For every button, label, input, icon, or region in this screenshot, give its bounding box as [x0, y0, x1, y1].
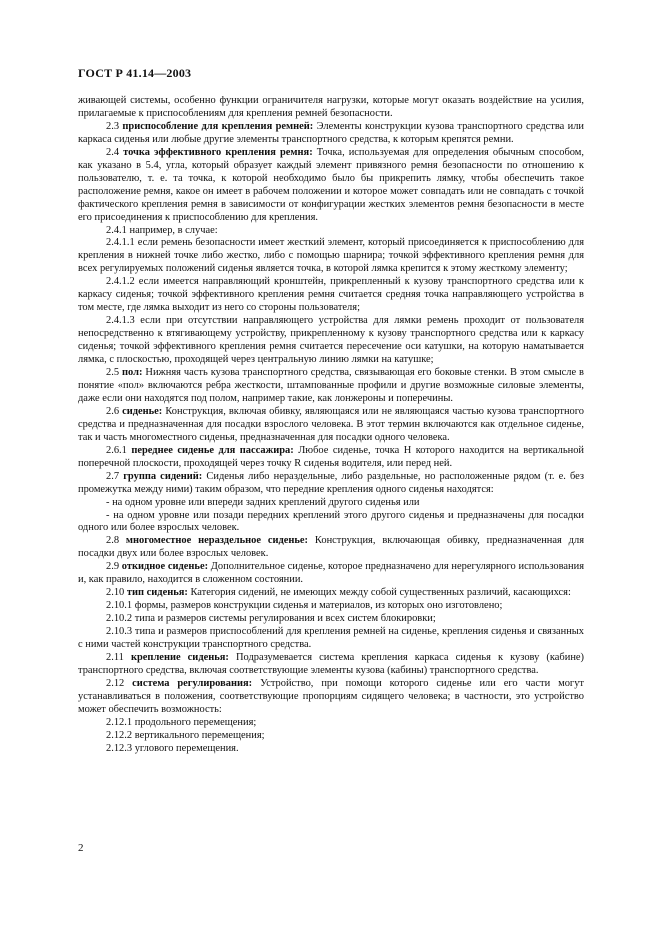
list-item-2-7-a: - на одном уровне или впереди задних креплений другого сиденья или	[106, 496, 420, 508]
clause-2-10-1: 2.10.1 формы, размеров конструкции сиденья и материалов, из которых оно изготовлено;	[106, 600, 503, 612]
term-name: тип сиденья:	[126, 587, 188, 599]
clause-2-10-2: 2.10.2 типа и размеров системы регулирования и всех систем блокировки;	[106, 613, 436, 625]
document-body	[78, 95, 584, 756]
term-name: откидное сиденье:	[121, 561, 209, 573]
clause-2-7: 2.7 группа сидений: Сиденья либо нераздельные, либо раздельные, но расположенные рядом (т. е. без промежутка между ними) таким образом, что передние крепления одного сиденья находятся:	[78, 470, 585, 495]
clause-2-6-1: 2.6.1 переднее сиденье для пассажира: Любое сиденье, точка H которого находится на вертикальной поперечной плоскости, проходящей через точку R сиденья водителя, или перед ней.	[78, 444, 585, 469]
clause-2-5: 2.5 пол: Нижняя часть кузова транспортного средства, связывающая его боковые стенки. В этом смысле в понятие «пол» включаются ребра жесткости, штампованные профили и другие возможные силовые элементы, даже если они находятся под полом, например такие, как лонжероны и поперечины.	[78, 367, 584, 404]
clause-2-12-3: 2.12.3 углового перемещения.	[106, 742, 239, 754]
paragraph-continuation: живающей системы, особенно функции ограничителя нагрузки, которые могут оказать воздействие на усилия, прилагаемые к приспособлениям для крепления ремней безопасности.	[78, 95, 584, 119]
clause-2-12-1: 2.12.1 продольного перемещения;	[106, 716, 257, 728]
clause-2-6: 2.6 сиденье: Конструкция, включая обивку, являющаяся или не являющаяся частью кузова транспортного средства и предназначенная для посадки взрослого человека. В этот термин включаются как отдельное сиденье, так и часть многоместного сиденья, предназначенная для посадки одного человека.	[78, 405, 585, 443]
clause-2-4-1-2: 2.4.1.2 если имеется направляющий кронштейн, прикрепленный к кузову транспортного средства или к каркасу сиденья; точкой эффективного крепления ремня считается средняя точка направляющего устройства в том месте, где лямка выходит из него со стороны пользователя;	[78, 276, 584, 314]
clause-2-12-2: 2.12.2 вертикального перемещения;	[106, 729, 265, 741]
term-name: приспособление для крепления ремней:	[122, 120, 314, 132]
term-name: сиденье:	[122, 405, 163, 417]
clause-2-9: 2.9 откидное сиденье: Дополнительное сиденье, которое предназначено для нерегулярного использования и, как правило, находится в сложенном состоянии.	[78, 561, 585, 586]
term-name: пол:	[122, 367, 143, 379]
list-item-2-7-b: - на одном уровне или позади передних креплений этого другого сиденья и предназначены для посадки одного или более взрослых человек.	[78, 509, 584, 534]
clause-2-4-1-1: 2.4.1.1 если ремень безопасности имеет жесткий элемент, который присоединяется к приспособлению для крепления в нижней точке либо жестко, либо с помощью шарнира; точкой эффективного крепления ремня для всех регулируемых положений сиденья является точка, в которой лямка крепится к этому жесткому элементу;	[78, 237, 584, 275]
clause-2-4-1: 2.4.1 например, в случае:	[106, 224, 218, 236]
clause-2-11: 2.11 крепление сиденья: Подразумевается система крепления каркаса сиденья к кузову (кабине) транспортного средства, включая соответствующие элементы кузова (кабины) транспортного средства.	[78, 651, 585, 676]
clause-2-3: 2.3 приспособление для крепления ремней: Элементы конструкции кузова транспортного средства или каркаса сиденья или любые другие элементы транспортного средства, к которым крепятся ремни.	[78, 120, 585, 145]
term-name: крепление сиденья:	[130, 651, 229, 663]
clause-2-8: 2.8 многоместное нераздельное сиденье: Конструкция, включающая обивку, предназначенная для посадки двух или более взрослых человек.	[78, 535, 584, 560]
clause-2-10-3: 2.10.3 типа и размеров приспособлений для крепления ремней на сиденье, крепления сиденья и связанных с ними частей конструкции транспортного средства.	[78, 626, 585, 651]
term-name: точка эффективного крепления ремня:	[123, 146, 313, 158]
clause-2-4: 2.4 точка эффективного крепления ремня: Точка, используемая для определения обычным способом, как указано в 5.4, угла, который образует каждый элемент привязного ремня безопасности по отношению к пользователю, т. е. та точка, к которой необходимо было бы прикрепить лямку, чтобы обеспечить такое расположение ремня, какое он имеет в рабочем положении и которое может совпадать или не совпадать с точкой фактического крепления ремня в зависимости от конфигурации жестких элементов ремня безопасности в месте его присоединения к приспособлению для крепления.	[78, 146, 585, 223]
clause-2-4-1-3: 2.4.1.3 если при отсутствии направляющего устройства для лямки ремень проходит от пользователя непосредственно к втягивающему устройству, прикрепленному к кузову транспортного средства или к каркасу сиденья; точкой эффективного крепления ремня считается пересечение оси катушки, на которую наматывается лямка, с плоскостью, проходящей через центральную линию лямки на катушке;	[78, 315, 584, 366]
clause-2-10: 2.10 тип сиденья: Категория сидений, не имеющих между собой существенных различий, касающихся:	[106, 587, 571, 599]
page-number: 2	[78, 842, 84, 854]
clause-2-12: 2.12 система регулирования: Устройство, при помощи которого сиденье или его части могут устанавливаться в положения, соответствующие пропорциям сидящего человека; в частности, это устройство может обеспечить возможность:	[78, 677, 584, 715]
term-name: система регулирования:	[132, 677, 253, 689]
term-name: переднее сиденье для пассажира:	[131, 444, 294, 456]
term-name: многоместное нераздельное сиденье:	[125, 535, 309, 547]
document-header: ГОСТ Р 41.14—2003	[78, 66, 192, 80]
term-name: группа сидений:	[123, 470, 203, 482]
